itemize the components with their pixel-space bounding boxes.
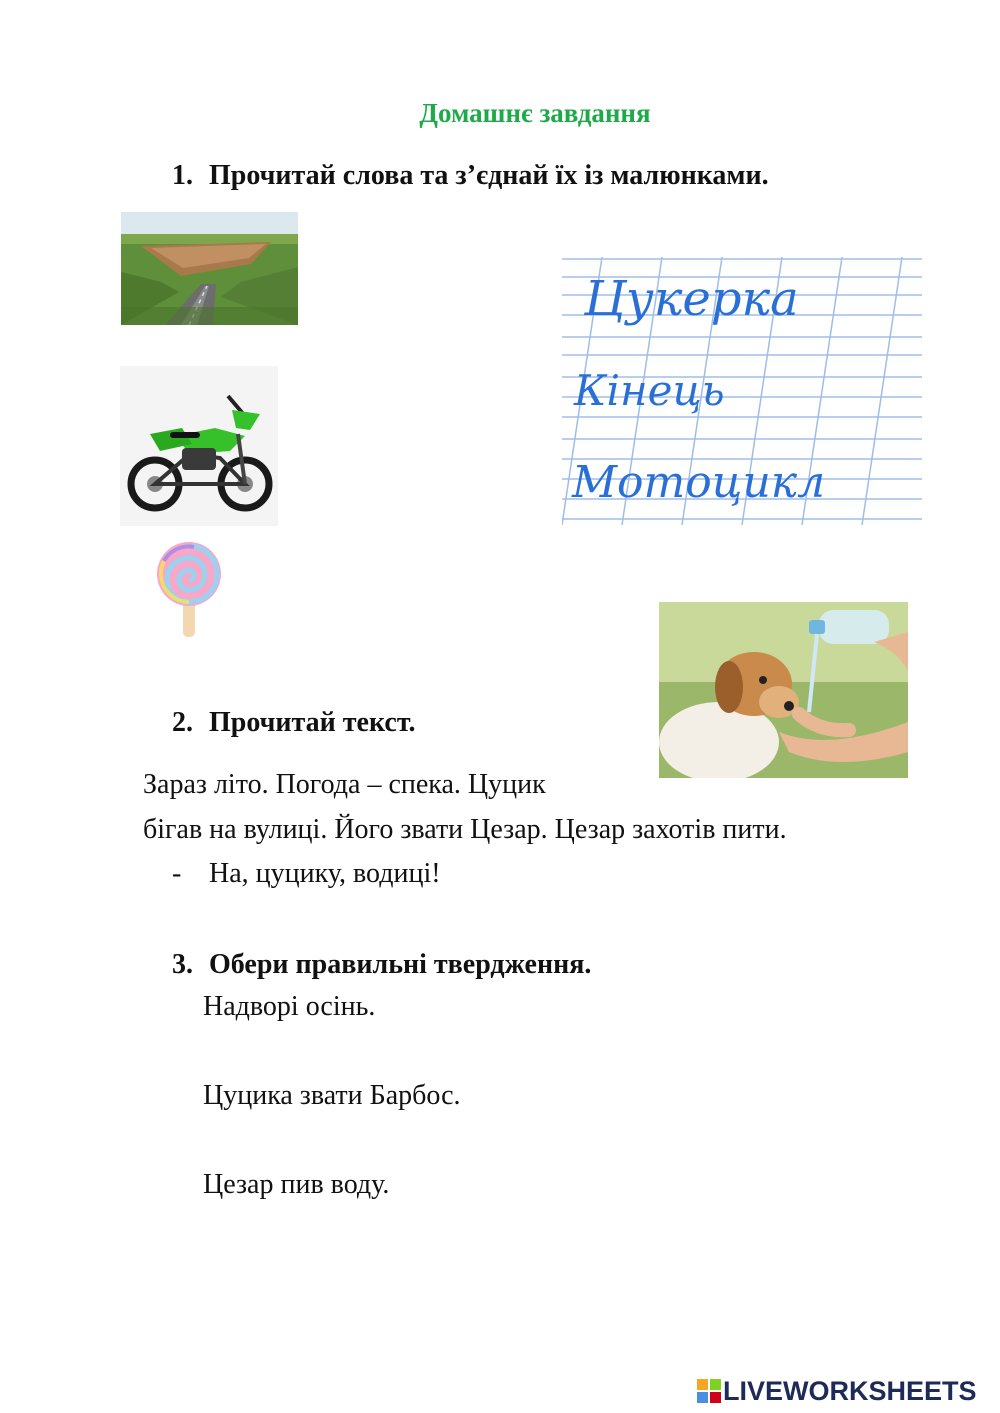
- liveworksheets-logo-icon: [697, 1379, 721, 1403]
- handwriting-word-2: Кінець: [574, 366, 725, 415]
- road-cut-picture[interactable]: [121, 212, 298, 325]
- task1-heading-text: Прочитай слова та з’єднай їх із малюнками.: [209, 160, 769, 191]
- task3-heading: [172, 949, 591, 981]
- task2-text-line-1: Зараз літо. Погода – спека. Цуцик: [143, 769, 546, 800]
- task3-heading-text: Обери правильні твердження.: [209, 949, 592, 980]
- statement-3[interactable]: Цезар пив воду.: [203, 1169, 390, 1200]
- task1-heading: [172, 160, 769, 192]
- task2-dialog: [172, 858, 441, 890]
- task1-number: 1.: [172, 160, 193, 191]
- motorcycle-picture[interactable]: [120, 366, 278, 526]
- page-title: Домашнє завдання: [419, 98, 651, 128]
- statement-2[interactable]: Цуцика звати Барбос.: [203, 1080, 461, 1111]
- watermark-text: LIVEWORKSHEETS: [723, 1376, 977, 1406]
- task3-number: 3.: [172, 949, 193, 980]
- lollipop-picture[interactable]: [154, 541, 224, 639]
- task2-heading-text: Прочитай текст.: [209, 707, 416, 738]
- handwriting-words-panel: [562, 257, 922, 525]
- handwriting-word-3: Мотоцикл: [572, 457, 826, 508]
- watermark: [697, 1376, 997, 1408]
- task2-heading: [172, 707, 415, 739]
- task2-text-line-2: бігав на вулиці. Його звати Цезар. Цезар захотів пити.: [143, 814, 787, 845]
- statement-1[interactable]: Надворі осінь.: [203, 991, 376, 1022]
- handwriting-word-1: Цукерка: [584, 271, 799, 327]
- dialog-dash: -: [172, 858, 182, 889]
- task2-number: 2.: [172, 707, 193, 738]
- dialog-text: На, цуцику, водиці!: [209, 858, 441, 889]
- puppy-drinking-picture[interactable]: [659, 602, 908, 778]
